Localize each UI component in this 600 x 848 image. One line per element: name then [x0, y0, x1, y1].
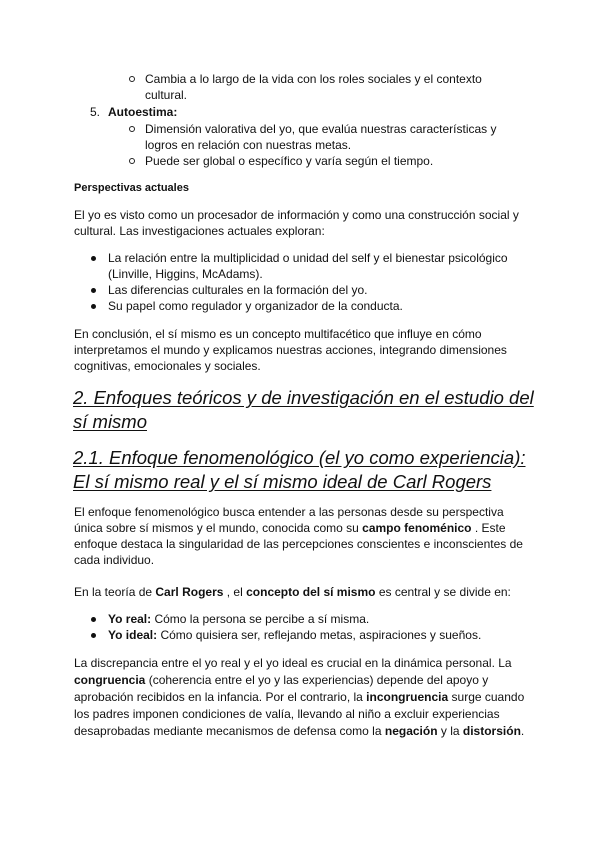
bold-term: Yo real: [108, 612, 152, 626]
paragraph-line: enfoque destaca la singularidad de las percepciones conscientes e inconscientes de [74, 537, 523, 551]
bullet-icon [91, 617, 96, 622]
list-item-title: Autoestima: [108, 105, 178, 119]
bullet-icon [91, 256, 96, 261]
text-run: , el [223, 585, 247, 599]
paragraph-line: cognitivas, emocionales y sociales. [74, 359, 261, 373]
circle-bullet-icon [129, 76, 135, 82]
paragraph-line: los padres imponen condiciones de valía, llevando al niño a excluir experiencias [74, 707, 500, 721]
bold-term: concepto del sí mismo [246, 585, 376, 599]
text-run: surge cuando [448, 690, 525, 704]
subsection-title: El sí mismo real y el sí mismo ideal de Carl Rogers [73, 471, 492, 492]
paragraph-line: interpretamos el mundo y explicamos nuestras acciones, integrando dimensiones [74, 343, 507, 357]
bullet-icon [91, 288, 96, 293]
sub-item-text: cultural. [145, 88, 188, 102]
section-title: sí mismo [73, 411, 147, 432]
circle-bullet-icon [129, 158, 135, 164]
bullet-text: La relación entre la multiplicidad o unidad del self y el bienestar psicológico [108, 251, 508, 265]
bold-term: distorsión [462, 724, 521, 738]
text-run: En la teoría de [74, 585, 156, 599]
text-run: Cómo quisiera ser, reflejando metas, aspiraciones y sueños. [157, 628, 482, 642]
list-number: 5. [90, 105, 101, 119]
text-run: . [520, 724, 525, 738]
sub-item-text: Puede ser global o específico y varía según el tiempo. [145, 154, 434, 168]
text-run: . Este [471, 521, 506, 535]
text-run: (coherencia entre el yo y las experiencias) depende del apoyo y [145, 673, 489, 687]
paragraph-line [74, 689, 524, 705]
sub-item-text: Dimensión valorativa del yo, que evalúa nuestras características y [145, 122, 497, 136]
bold-term: Carl Rogers [155, 585, 224, 599]
bullet-icon [91, 633, 96, 638]
sub-item-text: logros en relación con nuestras metas. [145, 138, 352, 152]
paragraph-line [74, 723, 524, 739]
bold-term: Yo ideal: [108, 628, 158, 642]
subsection-title: 2.1. Enfoque fenomenológico (el yo como experiencia): [73, 447, 526, 468]
paragraph-line: cultural. Las investigaciones actuales exploran: [74, 224, 325, 238]
bold-term: incongruencia [366, 690, 449, 704]
bold-term: negación [384, 724, 438, 738]
bullet-text: Su papel como regulador y organizador de la conducta. [108, 299, 403, 313]
bullet-icon [91, 304, 96, 309]
bullet-text [108, 627, 481, 643]
circle-bullet-icon [129, 126, 135, 132]
paragraph-line [74, 584, 511, 600]
bullet-text: (Linville, Higgins, McAdams). [108, 267, 263, 281]
paragraph-line: El yo es visto como un procesador de información y como una construcción social y [74, 208, 519, 222]
paragraph-line: cada individuo. [74, 553, 155, 567]
bold-term: campo fenoménico [362, 521, 472, 535]
bullet-text: Las diferencias culturales en la formación del yo. [108, 283, 368, 297]
section-title: 2. Enfoques teóricos y de investigación en el estudio del [73, 387, 534, 408]
text-run: única sobre sí mismos y el mundo, conocida como su [74, 521, 363, 535]
text-run: aprobación recibidos en la infancia. Por el contrario, la [74, 690, 367, 704]
section-heading: Perspectivas actuales [74, 182, 189, 194]
paragraph-line: El enfoque fenomenológico busca entender a las personas desde su perspectiva [74, 505, 504, 519]
bullet-text [108, 611, 369, 627]
text-run: es central y se divide en: [375, 585, 511, 599]
text-run: y la [437, 724, 463, 738]
paragraph-line: La discrepancia entre el yo real y el yo ideal es crucial en la dinámica personal. La [74, 656, 512, 670]
text-run: desaprobadas mediante mecanismos de defensa como la [74, 724, 385, 738]
text-run: Cómo la persona se percibe a sí misma. [151, 612, 370, 626]
bold-term: congruencia [74, 673, 146, 687]
sub-item-text: Cambia a lo largo de la vida con los roles sociales y el contexto [145, 72, 482, 86]
paragraph-line [74, 672, 488, 688]
paragraph-line [74, 520, 506, 536]
paragraph-line: En conclusión, el sí mismo es un concepto multifacético que influye en cómo [74, 327, 482, 341]
